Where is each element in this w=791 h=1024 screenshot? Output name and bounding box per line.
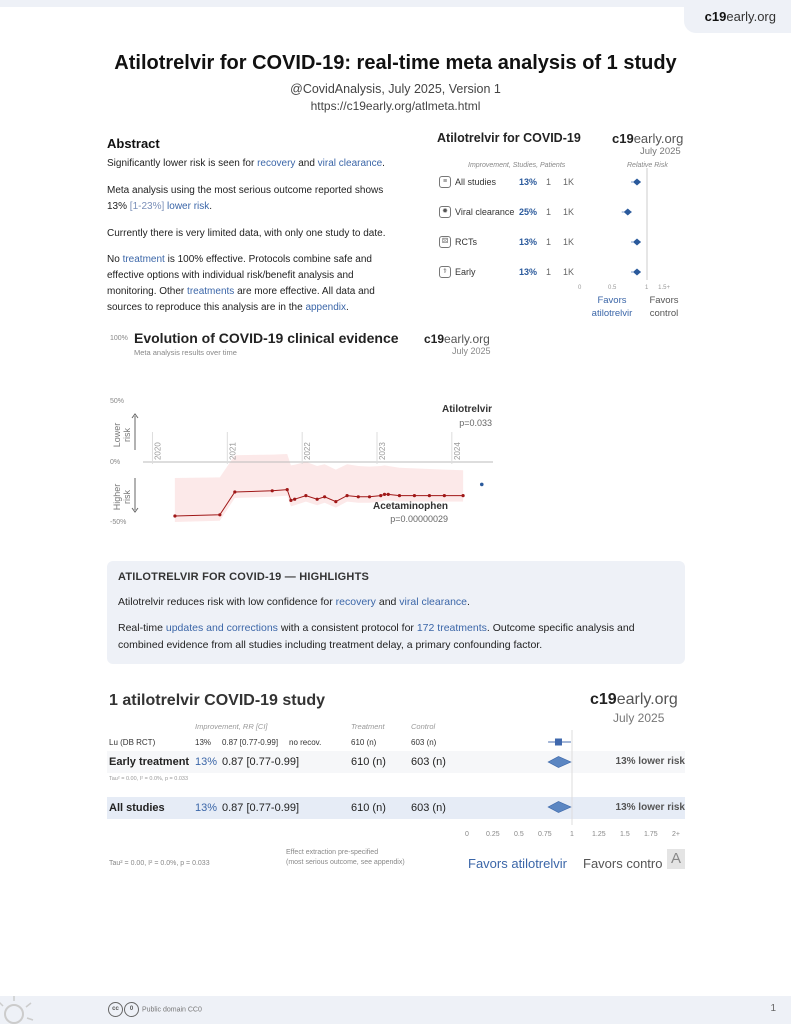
lower-risk-link[interactable]: lower risk [167,201,210,212]
all-label: All studies [109,802,165,814]
early-icon: ⚕ [439,266,451,278]
summary-tick: 1 [645,285,649,291]
study-treatment: 610 (n) [351,738,377,747]
acetaminophen-point [428,494,431,497]
col-improvement: Improvement, RR [CI] [195,722,268,731]
early-stats: Tau² = 0.00, I² = 0.0%, p = 0.033 [109,776,189,782]
virus-icon: ✹ [439,206,451,218]
summary-date: July 2025 [640,146,681,157]
summary-tick: 0 [578,285,582,291]
study-name[interactable]: Lu (DB RCT) [109,738,156,747]
atilotrelvir-point [480,483,484,487]
year-label: 2023 [378,442,387,460]
col-control: Control [411,722,436,731]
brand-tab[interactable] [684,0,791,33]
treatment-link[interactable]: treatment [122,254,165,265]
evolution-title: Evolution of COVID-19 clinical evidence [134,330,399,346]
virus-decoration-icon [0,992,42,1024]
acetaminophen-point [323,495,326,498]
rr-diamond [633,179,641,186]
evolution-brand: c19early.org [424,332,490,346]
study-forest-plot [460,730,690,830]
highlights-title: ATILOTRELVIR FOR COVID-19 — HIGHLIGHTS [118,571,370,583]
axis-tick: 2+ [672,831,680,838]
favors-atilotrelvir-big: Favors atilotrelvir [468,856,567,871]
acetaminophen-point [443,494,446,497]
year-label: 2022 [303,442,313,460]
acetaminophen-point [218,513,221,516]
acetaminophen-point [271,489,274,492]
acetaminophen-point [289,499,292,502]
abstract-p4: No treatment is 100% effective. Protocols combine safe and effective options with individual risk/benefit analysis and monitoring. Other treatments are more effective. All data and sources to reproduce this analysis are in the appendix. [107,254,375,313]
axis-tick: 0 [465,831,469,838]
summary-studies: 1 [546,237,552,247]
summary-forest-plot [570,168,670,293]
updates-link[interactable]: updates and corrections [165,622,278,634]
favors-atilotrelvir: Favors atilotrelvir [591,295,633,319]
pooled-diamond [548,802,571,813]
summary-pct: 25% [519,207,538,217]
atilotrelvir-p: p=0.033 [459,418,492,428]
treatments-link[interactable]: 172 treatments [416,622,487,634]
grade-badge[interactable]: A [667,849,685,869]
acetaminophen-point [383,493,386,496]
acetaminophen-point [357,495,360,498]
acetaminophen-label: Acetaminophen [372,501,448,512]
ci-link[interactable]: [1‑23%] [129,201,165,212]
early-summary: 13% lower risk [615,756,685,767]
acetaminophen-point [398,494,401,497]
study-forest-title: 1 atilotrelvir COVID-19 study [109,692,326,709]
summary-brand: c19early.org [612,131,684,146]
zero-icon: 0 [124,1002,139,1017]
page-title: Atilotrelvir for COVID-19: real-time meta analysis of 1 study [114,52,677,74]
page-url[interactable]: https://c19early.org/atlmeta.html [310,99,481,113]
all-studies-icon: ≡ [439,176,451,188]
acetaminophen-point [387,493,390,496]
evolution-date: July 2025 [452,346,491,356]
y-label-neg50: -50% [110,519,127,526]
summary-patients: 1K [563,267,575,277]
rr-diamond [633,239,641,246]
study-outcome: no recov. [289,738,322,747]
axis-tick: 0.25 [486,831,500,838]
page-number: 1 [770,1003,776,1014]
summary-patients: 1K [563,177,575,187]
y-label-100: 100% [110,335,128,342]
summary-studies: 1 [546,207,552,217]
recovery-link[interactable]: recovery [335,596,376,608]
study-square [555,739,562,746]
acetaminophen-point [316,498,319,501]
highlights-p1: Atilotrelvir reduces risk with low confidence for recovery and viral clearance. [118,596,470,608]
study-pct: 13% [195,738,212,747]
acetaminophen-point [173,514,176,517]
summary-pct: 13% [519,267,538,277]
abstract-p2: Meta analysis using the most serious outcome reported shows 13% [1‑23%] lower risk. [107,185,384,212]
abstract-p1: Significantly lower risk is seen for recovery and viral clearance. [107,158,385,169]
year-label: 2021 [228,442,238,460]
license[interactable]: cc 0 Public domain CC0 [108,1002,202,1017]
summary-forest-title: Atilotrelvir for COVID-19 [437,131,581,145]
recovery-link[interactable]: recovery [257,158,296,169]
summary-pct: 13% [519,237,538,247]
acetaminophen-point [304,494,307,497]
study-rr: 0.87 [0.77-0.99] [222,738,279,747]
acetaminophen-point [413,494,416,497]
lower-risk-label: Lower risk [112,422,132,448]
study-forest-brand: c19early.org [590,691,678,708]
appendix-link[interactable]: appendix [305,302,347,313]
acetaminophen-point [286,488,289,491]
all-control: 603 (n) [411,802,446,814]
early-label: Early treatment [109,756,190,768]
axis-tick: 0.5 [514,831,524,838]
axis-tick: 1.75 [644,831,658,838]
study-forest-date: July 2025 [613,711,665,725]
rct-icon: ⚄ [439,236,451,248]
all-rr: 0.87 [0.77-0.99] [222,802,300,814]
col-treatment: Treatment [351,722,385,731]
viral-clearance-link[interactable]: viral clearance [399,596,467,608]
axis-tick: 1.25 [592,831,606,838]
axis-tick: 0.75 [538,831,552,838]
viral-clearance-link[interactable]: viral clearance [317,158,383,169]
evolution-subtitle: Meta analysis results over time [134,348,237,357]
all-pct: 13% [195,802,218,814]
study-control: 603 (n) [411,738,437,747]
summary-studies: 1 [546,267,552,277]
highlights-p2: Real-time updates and corrections with a consistent protocol for 172 treatments. Outcome specific analysis and combined evidence from all studies including treatment delay, a primary confounding factor. [118,622,635,651]
y-label-50: 50% [110,398,125,405]
y-label-0: 0% [110,459,121,466]
atilotrelvir-label: Atilotrelvir [441,404,492,415]
summary-col-head-rr: Relative Risk [627,162,668,169]
higher-risk-label: Higher risk [112,483,132,511]
acetaminophen-point [379,494,382,497]
early-pct: 13% [195,756,218,768]
acetaminophen-point [368,495,371,498]
acetaminophen-point [293,498,296,501]
all-treatment: 610 (n) [351,802,386,814]
acetaminophen-point [233,490,236,493]
top-bar [0,0,791,7]
summary-tick: 1.5+ [658,285,670,291]
early-rr: 0.87 [0.77-0.99] [222,756,300,768]
summary-studies: 1 [546,177,552,187]
rr-diamond [633,269,641,276]
cc-icon: cc [108,1002,123,1017]
summary-patients: 1K [563,207,575,217]
treatments-link[interactable]: treatments [187,286,235,297]
early-control: 603 (n) [411,756,446,768]
footer-stats: Tau² = 0.00, I² = 0.0%, p = 0.033 [109,860,210,867]
abstract-heading: Abstract [107,136,160,151]
brand-logo: c19early.org [704,9,776,24]
rr-diamond [624,209,632,216]
acetaminophen-p: p=0.00000029 [390,514,448,524]
acetaminophen-point [461,494,464,497]
favors-control: Favors control [649,295,679,319]
summary-pct: 13% [519,177,538,187]
extraction-note: Effect extraction pre-specified (most serious outcome, see appendix) [286,849,405,866]
summary-patients: 1K [563,237,575,247]
axis-tick: 1.5 [620,831,630,838]
early-treatment: 610 (n) [351,756,386,768]
pooled-diamond [548,757,571,768]
abstract-p3: Currently there is very limited data, with only one study to date. [107,228,386,239]
year-label: 2024 [452,442,462,460]
year-label: 2020 [153,442,163,460]
all-summary: 13% lower risk [615,802,685,813]
byline: @CovidAnalysis, July 2025, Version 1 [290,82,501,96]
acetaminophen-point [345,494,348,497]
favors-control-big: Favors contro [583,856,663,871]
summary-tick: 0.5 [608,285,617,291]
summary-col-head: Improvement, Studies, Patients [468,162,566,169]
acetaminophen-point [334,500,337,503]
axis-tick: 1 [570,831,574,838]
